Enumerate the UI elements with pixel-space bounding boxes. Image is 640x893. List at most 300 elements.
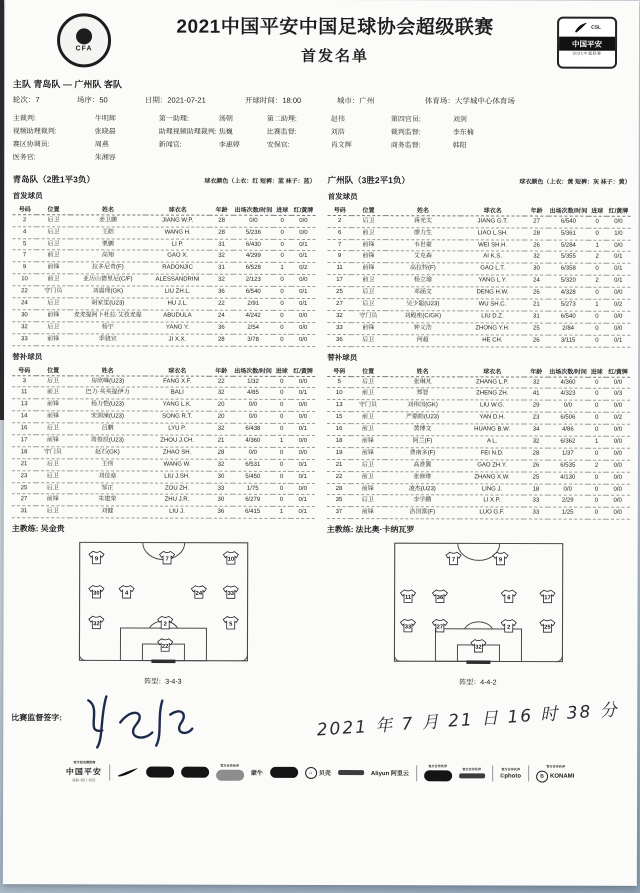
oval-logo (181, 767, 209, 778)
shirt-number: 11 (404, 595, 411, 602)
player-row (12, 411, 315, 424)
player-row (327, 275, 630, 288)
player-shirt (445, 552, 460, 565)
player-shirt (493, 553, 508, 566)
player-cell: 后卫 (351, 334, 384, 346)
player-cell: 6/531 (233, 459, 272, 471)
player-cell: 0 (273, 423, 291, 435)
pitch-svg (77, 541, 249, 669)
player-row (327, 376, 630, 389)
player-cell: 0 (272, 471, 290, 483)
header-row (12, 364, 315, 376)
home-subs-label: 替补球员 (12, 351, 43, 361)
player-cell: 2 (588, 252, 606, 264)
official-role-label: 商务监督: (390, 142, 421, 150)
player-cell: 0/0 (606, 216, 630, 228)
starters-table (12, 203, 315, 347)
player-cell: 黄博文 (385, 424, 461, 436)
player-cell: 25 (327, 287, 351, 299)
column-header: 出场次数/时间 (549, 204, 588, 216)
player-cell: 何超 (385, 334, 461, 346)
official-pair (391, 114, 521, 127)
shirt-number: 9 (498, 557, 502, 564)
player-cell: 2/54 (233, 322, 272, 334)
column-header: 号码 (12, 364, 36, 376)
player-cell: 16 (327, 424, 351, 436)
player-cell: 周俊辰(U23) (70, 435, 146, 447)
player-cell: 0 (273, 412, 291, 424)
player-cell: 前卫 (351, 388, 384, 400)
player-cell: 31 (12, 506, 36, 518)
player-cell: 34 (524, 424, 548, 436)
player-cell: 后卫 (36, 470, 69, 482)
official-name: 张晓晨 (94, 128, 116, 136)
player-cell: 后卫 (352, 299, 385, 311)
player-cell: 0/0 (291, 310, 315, 322)
player-cell: 26 (524, 287, 548, 299)
player-cell: 后卫 (351, 376, 384, 388)
official-role-label: 赛区协调员: (12, 141, 50, 149)
player-cell: LI P. (146, 239, 210, 251)
player-cell: 0/1 (606, 264, 630, 276)
oval-logo (146, 767, 174, 778)
player-cell: LIAO L.SH. (461, 228, 525, 240)
player-cell: 刘殿座(C/GK) (385, 311, 461, 323)
player-cell: ZHANG X.W. (460, 472, 524, 484)
away-formation (326, 541, 629, 688)
player-cell: 32 (524, 436, 548, 448)
sponsor-category-label: 官方合作伙伴 (501, 767, 520, 772)
player-cell: 7 (12, 250, 36, 262)
player-row (328, 215, 631, 228)
away-pitch-diagram (392, 541, 564, 674)
player-cell: 20 (209, 400, 233, 412)
player-cell: JIANG W.P. (146, 215, 210, 227)
player-cell: 0/0 (606, 377, 630, 389)
player-cell: 32 (327, 310, 351, 322)
player-cell: 6/506 (548, 412, 587, 424)
player-shirt (470, 640, 485, 653)
player-cell: 1/25 (548, 507, 587, 519)
sponsor-category-label: 官方合作伙伴 (428, 764, 448, 769)
player-cell: 5/236 (234, 227, 273, 239)
player-row (12, 494, 315, 507)
player-cell: 0/1 (291, 459, 315, 471)
column-header: 红/黄牌 (291, 364, 315, 376)
player-cell: 0/2 (606, 299, 630, 311)
player-cell: ZHENG ZH. (460, 388, 524, 400)
away-kit-colors: 球衣颜色（上衣：黄 短裤：灰 袜子：黄） (519, 179, 631, 186)
official-name: 牛明辉 (94, 115, 116, 123)
player-cell: 0 (273, 388, 291, 400)
official-role-label: 安保官: (266, 141, 290, 149)
column-header: 位置 (351, 365, 384, 377)
player-cell: 王伟 (69, 459, 145, 471)
away-coach-name: 法比奥·卡纳瓦罗 (355, 525, 415, 535)
player-cell: 严鼎皓(U23) (385, 412, 461, 424)
player-row (328, 227, 631, 240)
player-cell: 2/84 (548, 323, 587, 335)
player-cell: 1 (588, 436, 606, 448)
player-cell: A L. (460, 436, 524, 448)
player-cell: RADONJIC (146, 262, 210, 274)
player-row (327, 495, 630, 508)
header-row (13, 203, 316, 215)
official-pair (267, 114, 391, 127)
circle-icon: ⌂ (305, 767, 317, 779)
player-cell: 0 (588, 412, 606, 424)
player-cell: 张修维 (384, 471, 460, 483)
player-cell: 0 (587, 508, 605, 520)
player-cell: SONG R.T. (145, 411, 209, 423)
player-row (12, 298, 315, 311)
player-cell: 0/0 (606, 496, 630, 508)
sponsor-item (305, 767, 331, 779)
player-cell: 0 (587, 472, 605, 484)
match-info-item: 日期：2021-07-21 (144, 95, 206, 105)
player-cell: 刘健 (69, 506, 145, 518)
player-cell: 亚历山德里尼(C/F) (70, 274, 146, 286)
player-cell: 刘佳燊 (69, 471, 145, 483)
home-coach-name: 吴金贵 (40, 524, 65, 534)
player-cell: 0/0 (291, 435, 315, 447)
player-shirt (223, 552, 238, 565)
player-shirt (159, 552, 174, 565)
player-row (12, 274, 315, 287)
cfa-ball-icon (76, 28, 92, 44)
home-starters-label: 首发球员 (12, 190, 43, 201)
sponsor-item (117, 767, 139, 777)
circle-text-logo (305, 767, 331, 779)
player-cell: 前卫 (351, 424, 384, 436)
table-body (327, 215, 630, 347)
player-cell: 栗鹏 (70, 238, 146, 250)
player-cell: 0/3 (606, 389, 630, 401)
player-cell: WEI SH.H. (461, 239, 525, 251)
column-header: 红/黄牌 (606, 204, 630, 216)
player-cell: LIU J.SH. (145, 471, 209, 483)
player-cell: 22 (209, 376, 233, 388)
shirt-number: 32 (92, 621, 100, 628)
player-cell: 0/0 (233, 411, 272, 423)
player-shirt (400, 620, 415, 633)
player-cell: 前卫 (36, 387, 69, 399)
player-cell: 2 (13, 214, 37, 226)
player-cell: 艾克森 (385, 251, 461, 263)
column-header: 红/黄牌 (291, 204, 315, 216)
player-cell: 后卫 (352, 215, 385, 227)
player-cell: GAO X. (146, 250, 210, 262)
footer-divider (416, 765, 417, 781)
player-shirt (88, 616, 103, 629)
player-cell: 吴少聪(U23) (385, 299, 461, 311)
player-cell: JIANG G.T. (461, 216, 525, 228)
player-cell: 32 (209, 388, 233, 400)
player-cell: 0/2 (291, 263, 315, 275)
sponsor-item (371, 768, 409, 777)
officials-row (13, 152, 631, 167)
player-cell: 0 (273, 251, 291, 263)
player-row (12, 375, 315, 388)
player-cell: 前卫 (352, 275, 385, 287)
player-cell: 0 (588, 323, 606, 335)
oval-logo (424, 771, 452, 782)
player-cell: 2 (328, 215, 352, 227)
player-cell: 33 (327, 322, 351, 334)
player-cell: 0 (273, 322, 291, 334)
player-cell: 0 (273, 275, 291, 287)
player-cell: 李学鹏 (384, 495, 460, 507)
player-cell: ZHONG Y.H. (461, 323, 525, 335)
table-body (12, 214, 315, 346)
column-header: 出场次数/时间 (233, 364, 272, 376)
player-cell: 41 (524, 388, 548, 400)
player-cell: 1 (273, 263, 291, 275)
player-cell: 杨宇 (70, 322, 146, 334)
player-cell: 0 (273, 310, 291, 322)
player-cell: HUANG B.W. (460, 424, 524, 436)
sponsor-category-label: 官方冠名赞助商 (72, 760, 95, 765)
player-cell: WANG H. (146, 227, 210, 239)
column-header: 红/黄牌 (606, 365, 630, 377)
player-cell: 37 (327, 507, 351, 519)
sponsor-item (216, 764, 244, 781)
csl-badge (557, 17, 617, 69)
player-cell: 36 (209, 286, 233, 298)
player-shirt (191, 586, 206, 599)
player-cell: ZHU J.R. (145, 494, 209, 506)
player-cell: 5/284 (549, 240, 588, 252)
player-cell: 0/0 (606, 448, 630, 460)
player-cell: 10 (327, 388, 351, 400)
official-pair (13, 126, 159, 139)
player-cell: 0 (273, 215, 291, 227)
player-cell: 13 (327, 400, 351, 412)
player-cell: 1 (272, 507, 290, 519)
nike-swoosh-icon (117, 767, 139, 777)
away-team-column (327, 174, 631, 538)
official-name: 刘剑 (452, 116, 467, 124)
official-name: 肖文辉 (330, 141, 352, 149)
sponsor-item (146, 767, 174, 778)
table-head (13, 203, 316, 215)
player-cell: 19 (327, 447, 351, 459)
header-row (328, 204, 631, 216)
player-cell: 17 (327, 275, 351, 287)
player-cell: 4/86 (548, 424, 587, 436)
oval-logo (216, 770, 244, 781)
player-cell: 张琳芃 (385, 376, 461, 388)
player-cell: 4/299 (234, 251, 273, 263)
player-shirt (539, 590, 554, 603)
match-info-item: 城市：广州 (336, 96, 375, 106)
player-cell: 韦世豪 (385, 239, 461, 251)
player-cell: 6/535 (548, 460, 587, 472)
player-cell: 0 (588, 448, 606, 460)
official-pair (267, 127, 391, 140)
player-cell: AI K.S. (461, 251, 525, 263)
player-cell: 0 (273, 239, 291, 251)
player-cell: 36 (209, 507, 233, 519)
table-head (12, 364, 315, 376)
player-cell: LIU J. (145, 506, 209, 518)
table-body (327, 376, 630, 519)
official-role-label: 第一助理: (158, 115, 189, 123)
sponsor-item (270, 767, 298, 778)
table-head (327, 365, 630, 377)
player-row (327, 436, 630, 449)
shirt-number: 5 (228, 621, 232, 628)
player-cell: 0 (588, 424, 606, 436)
player-cell: 0 (272, 483, 290, 495)
player-cell: 4 (13, 226, 37, 238)
player-cell: 27 (525, 216, 549, 228)
player-cell: LING J. (460, 483, 524, 495)
player-cell: 0/0 (291, 275, 315, 287)
player-cell: 21 (209, 435, 233, 447)
shirt-number: 7 (451, 557, 455, 564)
column-header: 姓名 (385, 204, 461, 216)
player-cell: 30 (524, 263, 548, 275)
pingan-sub-label: 保险·银行·投资 (72, 778, 96, 783)
player-cell: 26 (524, 335, 548, 347)
player-cell: 杨力恺(U23) (70, 399, 146, 411)
player-cell: 麦麦提阿卜杜拉·艾孜麦提 (70, 310, 146, 322)
page-title: 2021中国平安中国足球协会超级联赛 (176, 16, 494, 39)
player-cell: 0/0 (606, 287, 630, 299)
player-cell: 32 (524, 251, 548, 263)
official-name: 朱湘容 (94, 154, 116, 162)
player-cell: 0/0 (606, 424, 630, 436)
officials-block (13, 113, 631, 166)
column-header: 球衣名 (146, 203, 210, 215)
column-header: 姓名 (70, 203, 146, 215)
player-cell: 后卫 (351, 495, 384, 507)
player-cell: 22 (327, 471, 351, 483)
player-cell: 前锋 (36, 333, 69, 345)
player-row (327, 447, 630, 460)
player-cell: 前卫 (351, 412, 384, 424)
konami-logo (536, 770, 574, 782)
player-cell: 6/430 (234, 239, 273, 251)
player-cell: 0/0 (291, 322, 315, 334)
column-header: 年龄 (525, 204, 549, 216)
player-cell: 6/540 (234, 286, 273, 298)
player-row (12, 321, 315, 334)
player-row (327, 263, 630, 276)
player-cell: 24 (524, 275, 548, 287)
official-name: 焦巍 (218, 128, 233, 136)
player-cell: JI X.X. (146, 334, 210, 346)
player-cell: 0 (588, 228, 606, 240)
player-cell: HE CH. (461, 335, 525, 347)
player-row (12, 387, 315, 400)
player-cell: 宋润潼(U23) (70, 411, 146, 423)
sponsor-item (500, 767, 521, 779)
csl-top-label: CSL (591, 24, 602, 31)
player-cell: 35 (327, 495, 351, 507)
player-cell: 4/328 (549, 287, 588, 299)
player-cell: 24 (209, 310, 233, 322)
player-cell: 28 (209, 334, 233, 346)
player-cell: 0 (588, 377, 606, 389)
player-cell: 刘伟国(GK) (385, 400, 461, 412)
sponsor-item (251, 768, 263, 777)
player-cell: 前锋 (352, 322, 385, 334)
header (13, 9, 631, 69)
player-cell: 前卫 (37, 250, 70, 262)
player-cell: 0 (273, 376, 291, 388)
sponsor-item (181, 767, 209, 778)
pitch-svg (392, 541, 564, 669)
player-cell: 前锋 (36, 399, 69, 411)
player-row (327, 471, 630, 484)
player-cell: 0 (273, 227, 291, 239)
player-cell: 0 (588, 264, 606, 276)
column-header: 位置 (37, 203, 70, 215)
player-cell: 0/1 (291, 287, 315, 299)
official-pair (267, 140, 391, 153)
player-cell: 33 (12, 333, 36, 345)
player-cell: 0/1 (291, 298, 315, 310)
player-row (12, 333, 315, 346)
player-cell: 31 (209, 263, 233, 275)
away-starters-table-wrap (327, 204, 630, 348)
player-cell: 6/438 (233, 423, 272, 435)
match-info-item: 场序：50 (76, 95, 108, 105)
player-cell: 1 (588, 240, 606, 252)
player-cell: 王皓 (70, 226, 146, 238)
player-cell: 0/1 (606, 252, 630, 264)
sponsor-item (66, 761, 102, 784)
player-cell: 6/358 (549, 263, 588, 275)
player-cell: 前锋 (352, 239, 385, 251)
player-cell: 32 (12, 321, 36, 333)
player-cell: ZHAO SH. (145, 447, 209, 459)
player-cell: 后卫 (37, 215, 70, 227)
player-cell: 前锋 (352, 251, 385, 263)
pingan-logo: 中国平安 (65, 767, 102, 777)
player-shirt (157, 639, 172, 652)
official-name: 韩阳 (452, 142, 467, 150)
player-row (327, 334, 630, 347)
match-info-item: 轮次：7 (12, 95, 40, 105)
player-cell: 0/0 (548, 484, 587, 496)
b-circle-icon: B (536, 770, 548, 782)
player-cell: 邓涵文 (385, 287, 461, 299)
official-name: 刘浩 (330, 128, 345, 136)
player-cell: 0/0 (606, 460, 630, 472)
match-info-item: 体育场：大学城中心体育场 (424, 96, 515, 106)
player-cell: YANG L.Y. (461, 275, 525, 287)
player-cell: 0/0 (606, 323, 630, 335)
column-header: 球衣名 (461, 204, 525, 216)
player-cell: 前卫 (37, 274, 70, 286)
player-cell: 5/273 (549, 299, 588, 311)
supervisor-signature (72, 691, 202, 753)
player-cell: 0/0 (606, 472, 630, 484)
shirt-number: 6 (506, 595, 510, 602)
player-cell: 后卫 (36, 375, 69, 387)
player-cell: 后卫 (37, 322, 70, 334)
shirt-number: 33 (227, 591, 234, 598)
player-cell: 吕鹏 (70, 423, 146, 435)
player-row (327, 507, 630, 520)
away-subs-table-wrap (327, 365, 630, 520)
player-cell: LIU ZH.L. (146, 286, 210, 298)
player-cell: 高准翼 (384, 459, 460, 471)
official-role-label: 第四官员: (390, 116, 421, 124)
